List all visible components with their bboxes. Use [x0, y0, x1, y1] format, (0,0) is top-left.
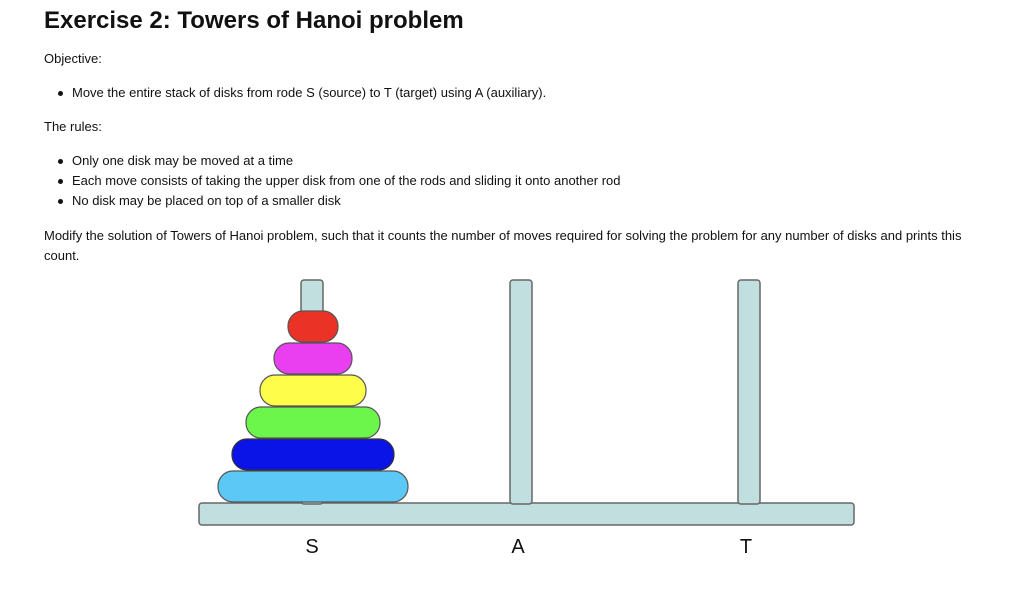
- objective-item: Move the entire stack of disks from rode S (source) to T (target) using A (auxiliary).: [44, 83, 1004, 103]
- disk-5: [232, 439, 394, 470]
- disk-2: [274, 343, 352, 374]
- task-description: Modify the solution of Towers of Hanoi problem, such that it counts the number of moves required for solving the problem for any number of disks and prints this count.: [44, 228, 962, 263]
- rule-item: Only one disk may be moved at a time: [44, 151, 1004, 171]
- rod-label-a: A: [511, 536, 525, 558]
- objective-heading: Objective:: [44, 51, 102, 66]
- rule-item: No disk may be placed on top of a smaller disk: [44, 191, 1004, 211]
- rule-item: Each move consists of taking the upper disk from one of the rods and sliding it onto another rod: [44, 171, 1004, 191]
- rod-label-t: T: [739, 536, 753, 558]
- rules-heading: The rules:: [44, 119, 102, 134]
- disk-3: [260, 375, 366, 406]
- page-title: Exercise 2: Towers of Hanoi problem: [44, 7, 464, 34]
- rod-label-s: S: [305, 536, 319, 558]
- rod-a: [510, 280, 532, 504]
- disk-4: [246, 407, 380, 438]
- disk-6-largest: [218, 471, 408, 502]
- rod-t: [738, 280, 760, 504]
- base-plate: [199, 503, 854, 525]
- disk-1-smallest: [288, 311, 338, 342]
